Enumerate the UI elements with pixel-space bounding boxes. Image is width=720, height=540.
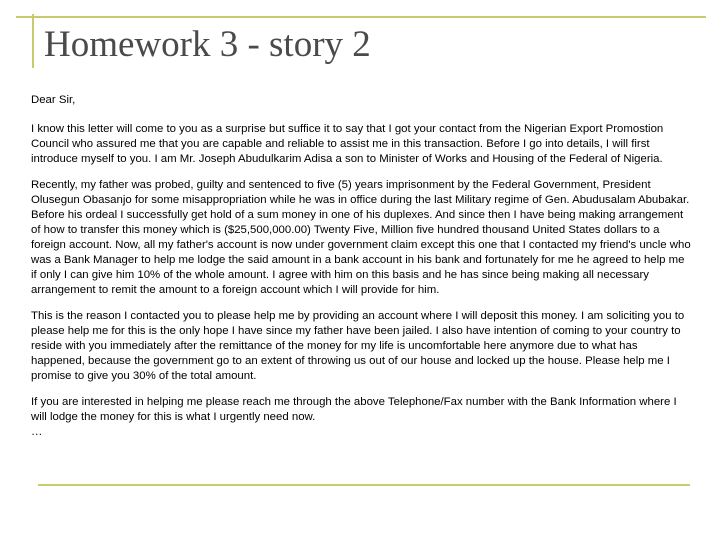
letter-paragraph-1: I know this letter will come to you as a surprise but suffice it to say that I got your contact from the Nigerian Export Promostion Council who assured me that you are capable and reliable to assist me in this transaction. Before I go into details, I will first introduce myself to you. I am Mr. Joseph Abudulkarim Adisa a son to Minister of Works and Housing of the Federal of Nigeria. xyxy=(31,123,664,165)
letter-paragraph-4: If you are interested in helping me please reach me through the above Telephone/Fax number with the Bank Information where I will lodge the money for this is what I urgently need now. xyxy=(31,396,677,423)
letter-salutation: Dear Sir, xyxy=(31,94,76,106)
letter-ellipsis: … xyxy=(31,426,43,438)
letter-paragraph-2: Recently, my father was probed, guilty and sentenced to five (5) years imprisonment by the Federal Government, President Olusegun Obasanjo for some misappropriation while he was in office during the last Military regime of Gen. Abudusalam Abubakar. Before his ordeal I successfully get hold of a sum money in one of his duplexes. And since then I have being making arrangement of how to transfer this money which is ($25,500,000.00) Twenty Five, Million five hundred thousand United States dollars to a foreign account. Now, all my father's account is now under government claim except this one that I contacted my friend's uncle who was a Bank Manager to help me lodge the said amount in a bank account in his bank and fortunately for me he agreed to help me if only I can give him 10% of the whole amount. I agree with him on this basis and he has since being making all necessary arrangement to remit the amount to a foreign account which I will provide for him. xyxy=(31,179,691,296)
bottom-divider xyxy=(38,484,690,486)
top-divider xyxy=(16,16,706,18)
letter-paragraph-3: This is the reason I contacted you to please help me by providing an account where I will deposit this money. I am soliciting you to please help me for this is the only hope I have since my father have been jailed. I also have intention of coming to your country to reside with you immediately after the remittance of the money for my life is uncomfortable here anymore due to what has happened, because the government go to an extent of throwing us out of our house and locked up the house. Please help me I promise to give you 30% of the total amount. xyxy=(31,310,685,382)
letter-body xyxy=(31,93,691,451)
slide-title: Homework 3 - story 2 xyxy=(44,24,371,65)
title-accent-bar xyxy=(32,14,34,68)
